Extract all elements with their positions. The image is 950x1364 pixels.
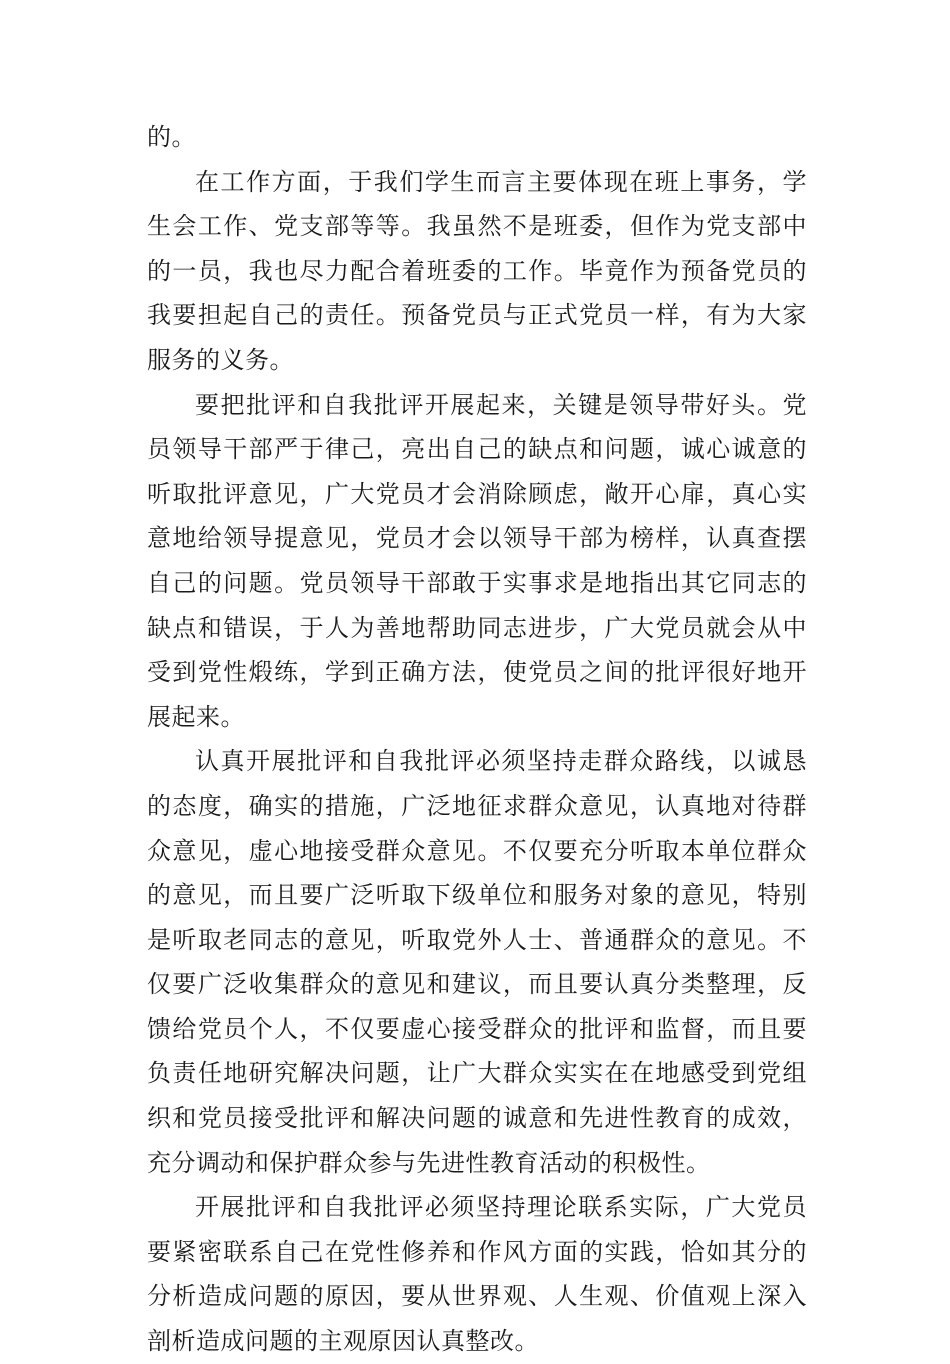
paragraph-work: 在工作方面，于我们学生而言主要体现在班上事务，学生会工作、党支部等等。我虽然不是班委，但作为党支部中的一员，我也尽力配合着班委的工作。毕竟作为预备党员的我要担起自己的责任。预备党员与正式党员一样，有为大家服务的义务。 bbox=[147, 167, 807, 374]
paragraph-leadership: 要把批评和自我批评开展起来，关键是领导带好头。党员领导干部严于律己，亮出自己的缺点和问题，诚心诚意的听取批评意见，广大党员才会消除顾虑，敞开心扉，真心实意地给领导提意见，党员才会以领导干部为榜样，认真查摆自己的问题。党员领导干部敢于实事求是地指出其它同志的缺点和错误，于人为善地帮助同志进步，广大党员就会从中受到党性煅练，学到正确方法，使党员之间的批评很好地开展起来。 bbox=[147, 390, 807, 731]
paragraph-mass-line: 认真开展批评和自我批评必须坚持走群众路线，以诚恳的态度，确实的措施，广泛地征求群众意见，认真地对待群众意见，虚心地接受群众意见。不仅要充分听取本单位群众的意见，而且要广泛听取下级单位和服务对象的意见，特别是听取老同志的意见，听取党外人士、普通群众的意见。不仅要广泛收集群众的意见和建议，而且要认真分类整理，反馈给党员个人，不仅要虚心接受群众的批评和监督，而且要负责任地研究解决问题，让广大群众实实在在地感受到党组织和党员接受批评和解决问题的诚意和先进性教育的成效，充分调动和保护群众参与先进性教育活动的积极性。 bbox=[147, 747, 807, 1177]
paragraph-continuation: 的。 bbox=[147, 123, 196, 151]
paragraph-theory-practice: 开展批评和自我批评必须坚持理论联系实际，广大党员要紧密联系自己在党性修养和作风方面的实践，恰如其分的分析造成问题的原因，要从世界观、人生观、价值观上深入剖析造成问题的主观原因认真整改。 bbox=[147, 1193, 807, 1356]
document-body bbox=[147, 115, 807, 1364]
